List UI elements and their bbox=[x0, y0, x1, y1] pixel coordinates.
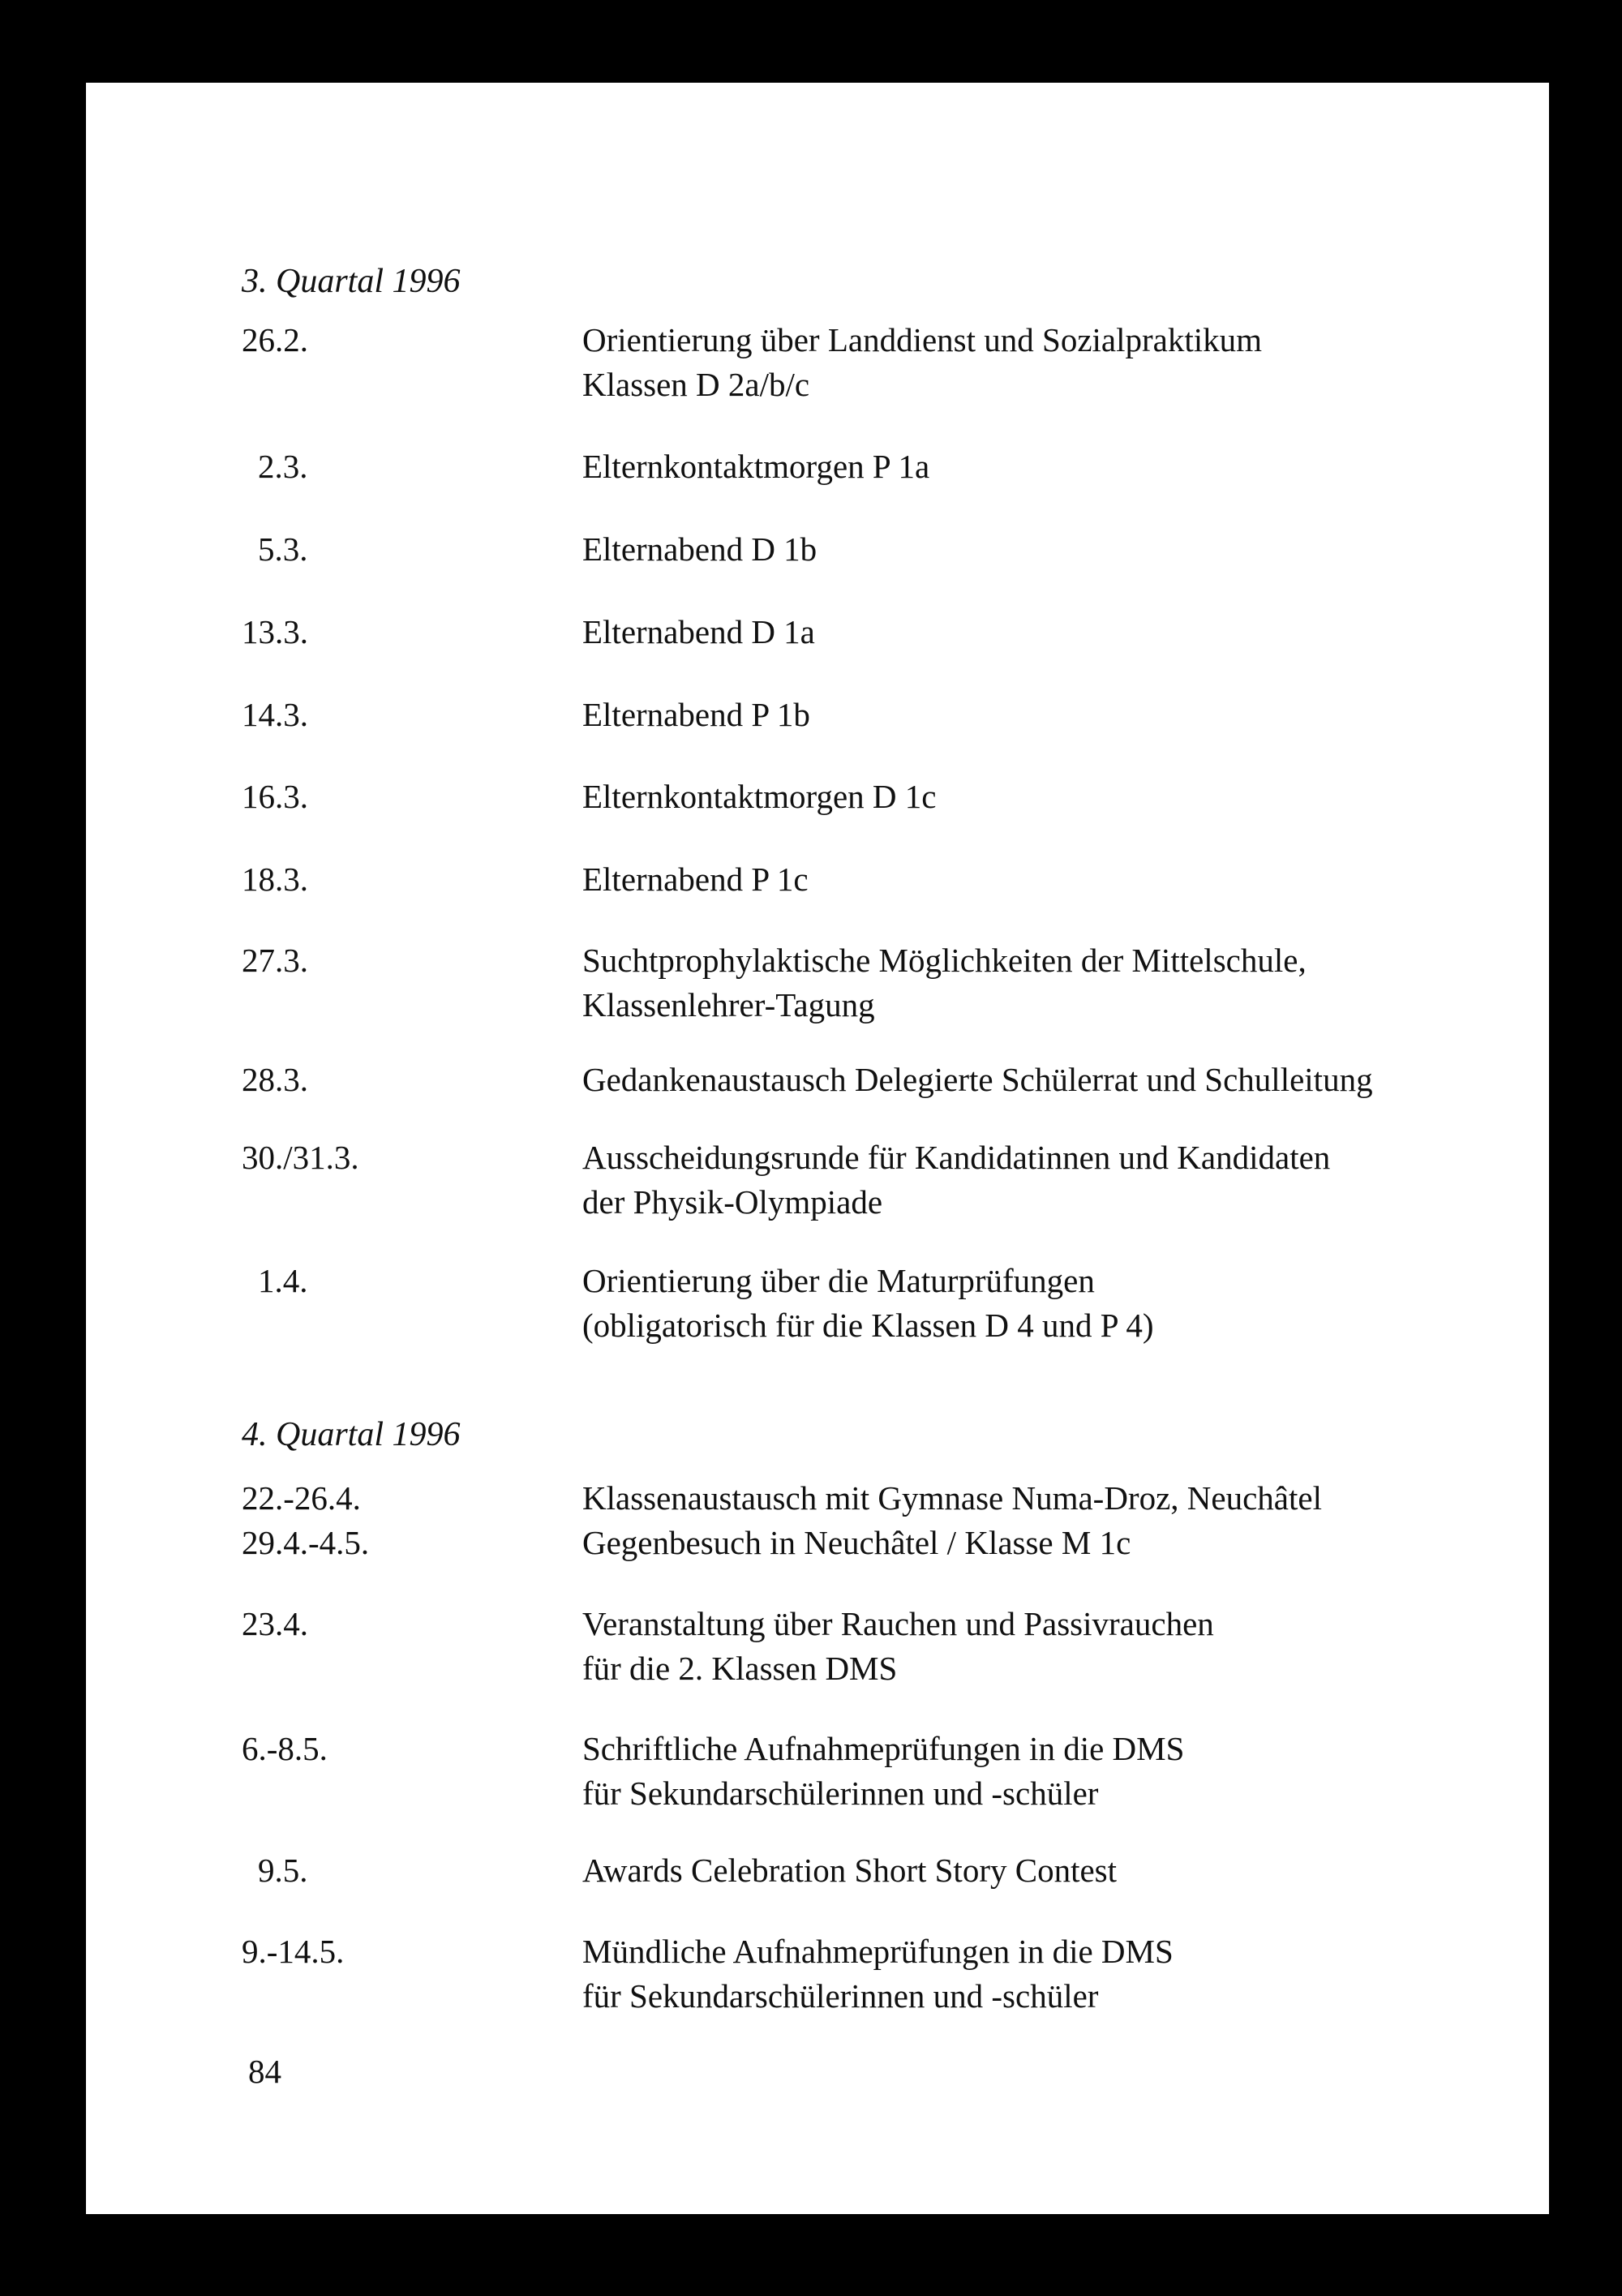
entry-text bbox=[582, 1929, 1499, 2019]
document-page bbox=[86, 83, 1549, 2214]
entry-date: 16.3. bbox=[242, 778, 308, 815]
entry-line: Elternabend D 1b bbox=[582, 530, 817, 568]
entry-line: (obligatorisch für die Klassen D 4 und P 4) bbox=[582, 1307, 1154, 1344]
entry-line: Elternabend D 1a bbox=[582, 613, 815, 650]
entry-date: 2.3. bbox=[258, 448, 308, 485]
entry-date: 14.3. bbox=[242, 696, 308, 733]
entry-line: für die 2. Klassen DMS bbox=[582, 1650, 898, 1687]
entry-date: 22.-26.4. bbox=[242, 1479, 361, 1517]
entry-line: Gegenbesuch in Neuchâtel / Klasse M 1c bbox=[582, 1524, 1131, 1561]
entry-date: 30./31.3. bbox=[242, 1139, 359, 1176]
entry-line: Orientierung über Landdienst und Sozialpraktikum bbox=[582, 321, 1263, 358]
entry-line: Elternabend P 1b bbox=[582, 696, 810, 733]
entry-date: 9.5. bbox=[258, 1852, 308, 1889]
entry-text bbox=[582, 1259, 1499, 1348]
entry-text bbox=[582, 444, 1499, 489]
entry-date: 6.-8.5. bbox=[242, 1730, 328, 1767]
entry-line: Schriftliche Aufnahmeprüfungen in die DMS bbox=[582, 1730, 1185, 1767]
entry-text bbox=[582, 1135, 1499, 1225]
entry-line: Mündliche Aufnahmeprüfungen in die DMS bbox=[582, 1933, 1174, 1970]
entry-text bbox=[582, 1602, 1499, 1691]
entry-line: für Sekundarschülerinnen und -schüler bbox=[582, 1977, 1099, 2015]
entry-date: 18.3. bbox=[242, 860, 308, 898]
entry-text bbox=[582, 857, 1499, 902]
entry-line: der Physik-Olympiade bbox=[582, 1183, 883, 1221]
entry-date: 13.3. bbox=[242, 613, 308, 650]
entry-date: 29.4.-4.5. bbox=[242, 1524, 370, 1561]
section-title: 3. Quartal 1996 bbox=[242, 263, 461, 300]
entry-line: Klassen D 2a/b/c bbox=[582, 366, 810, 403]
entry-line: Awards Celebration Short Story Contest bbox=[582, 1852, 1118, 1889]
entry-line: Elternkontaktmorgen D 1c bbox=[582, 778, 937, 815]
entry-date: 26.2. bbox=[242, 321, 308, 358]
entry-text bbox=[582, 527, 1499, 572]
entry-text bbox=[582, 318, 1499, 407]
entry-text bbox=[582, 1476, 1499, 1565]
entry-date: 9.-14.5. bbox=[242, 1933, 345, 1970]
page-content bbox=[86, 83, 1549, 2214]
entry-line: Veranstaltung über Rauchen und Passivrauchen bbox=[582, 1605, 1214, 1642]
entry-text bbox=[582, 1848, 1499, 1893]
entry-line: Elternkontaktmorgen P 1a bbox=[582, 448, 930, 485]
entry-text bbox=[582, 1727, 1499, 1816]
entry-text bbox=[582, 693, 1499, 737]
entry-text bbox=[582, 938, 1499, 1028]
entry-line: Klassenaustausch mit Gymnase Numa-Droz, Neuchâtel bbox=[582, 1479, 1322, 1517]
entry-line: für Sekundarschülerinnen und -schüler bbox=[582, 1775, 1099, 1812]
section-title: 4. Quartal 1996 bbox=[242, 1416, 461, 1453]
entry-line: Gedankenaustausch Delegierte Schülerrat und Schulleitung bbox=[582, 1061, 1373, 1098]
entry-text bbox=[582, 1058, 1499, 1102]
entry-date: 28.3. bbox=[242, 1061, 308, 1098]
entry-date-range bbox=[242, 1476, 369, 1565]
entry-line: Klassenlehrer-Tagung bbox=[582, 986, 875, 1024]
entry-line: Elternabend P 1c bbox=[582, 860, 809, 898]
entry-date: 5.3. bbox=[258, 530, 308, 568]
entry-line: Suchtprophylaktische Möglichkeiten der Mittelschule, bbox=[582, 942, 1307, 979]
page-number: 84 bbox=[248, 2053, 281, 2090]
entry-date: 27.3. bbox=[242, 942, 308, 979]
entry-date: 1.4. bbox=[258, 1262, 308, 1299]
entry-text bbox=[582, 610, 1499, 654]
entry-date: 23.4. bbox=[242, 1605, 308, 1642]
entry-line: Ausscheidungsrunde für Kandidatinnen und Kandidaten bbox=[582, 1139, 1331, 1176]
entry-text bbox=[582, 775, 1499, 819]
entry-line: Orientierung über die Maturprüfungen bbox=[582, 1262, 1095, 1299]
